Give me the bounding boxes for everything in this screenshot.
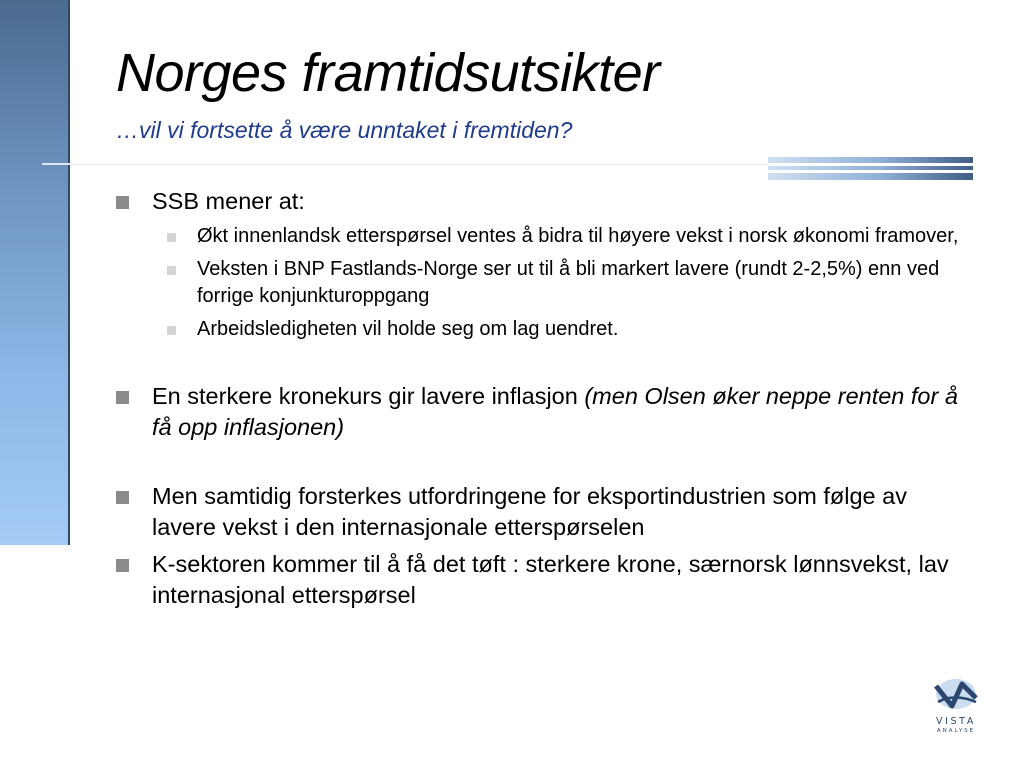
vista-logo-icon [932, 676, 980, 712]
bullet-text: En sterkere kronekurs gir lavere inflasjon [152, 383, 578, 409]
bullet-text: SSB mener at: [152, 188, 305, 214]
bullet-italic-text: (men Olsen øker neppe renten for å få opp inflasjonen) [152, 383, 958, 440]
slide-title: Norges framtidsutsikter [116, 43, 660, 103]
stripe [768, 173, 973, 180]
square-bullet-icon [116, 196, 129, 209]
bullet-text: utfordringene for eksportindustrien som følge av lavere vekst i den internasjonale etterspørselen [152, 483, 907, 540]
sub-bullet [152, 316, 974, 343]
square-bullet-icon [116, 491, 129, 504]
bullet-ssb [114, 186, 974, 217]
bullet-k-sektoren [114, 549, 974, 611]
logo-subtitle: ANALYSE [936, 728, 976, 734]
side-bar-edge [68, 0, 70, 545]
sub-bullet-text: Veksten i BNP Fastlands-Norge ser ut til å bli markert lavere (rundt 2-2,5%) enn ved forrige konjunkturoppgang [197, 258, 940, 307]
square-bullet-icon [116, 559, 129, 572]
square-bullet-icon [167, 266, 176, 275]
sub-bullet-text: Økt innenlandsk etterspørsel ventes å bidra til høyere vekst i norsk økonomi framover, [197, 225, 959, 247]
stripe [768, 157, 973, 163]
stripe [768, 166, 973, 170]
square-bullet-icon [116, 391, 129, 404]
bullet-text: K-sektoren kommer til å få det tøft : sterkere krone, særnorsk lønnsvekst, lav internasjonal etterspørsel [152, 551, 949, 608]
side-bar [0, 0, 68, 545]
square-bullet-icon [167, 326, 176, 335]
sub-bullet [152, 223, 974, 250]
side-tick [42, 163, 70, 165]
bullet-eksportindustri [114, 481, 974, 543]
bullet-highlight: forsterkes [298, 483, 402, 509]
bullet-text: Men samtidig [152, 483, 292, 509]
logo-wordmark: VISTA [936, 716, 976, 727]
sub-bullet-text: Arbeidsledigheten vil holde seg om lag uendret. [197, 318, 619, 340]
vista-analyse-logo [928, 676, 984, 738]
bullet-kronekurs [114, 381, 974, 443]
slide-body [114, 186, 974, 611]
square-bullet-icon [167, 233, 176, 242]
decorative-stripes [768, 157, 973, 180]
slide-subtitle: …vil vi fortsette å være unntaket i fremtiden? [116, 117, 573, 143]
sub-bullet [152, 256, 974, 310]
title-rule [70, 164, 768, 165]
